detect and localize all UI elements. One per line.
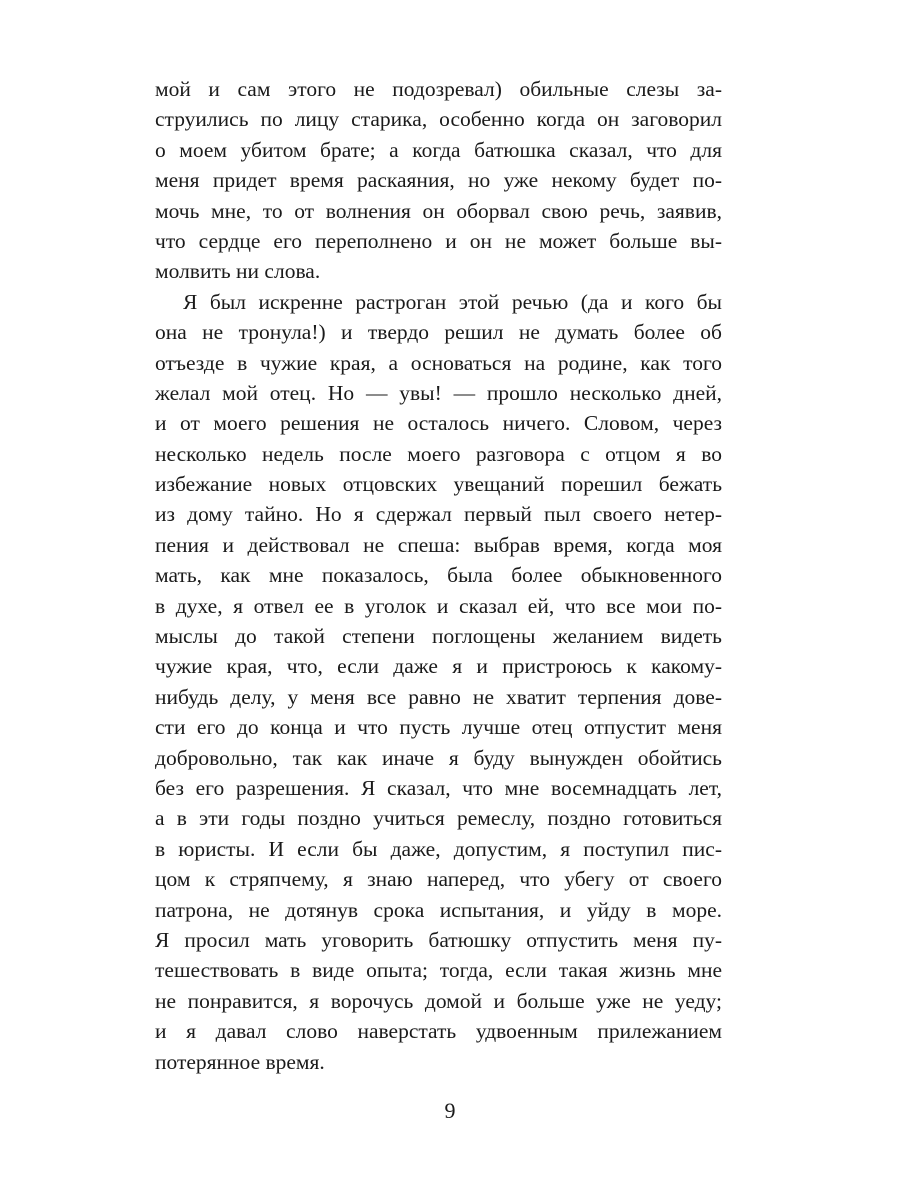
text-line: меня придет время раскаяния, но уже некому будет по-	[155, 168, 722, 193]
text-line: из дому тайно. Но я сдержал первый пыл своего нетер-	[155, 502, 722, 527]
text-line: патрона, не дотянув срока испытания, и уйду в море.	[155, 897, 722, 922]
text-line: несколько недель после моего разговора с отцом я во	[155, 441, 722, 466]
text-line: цом к стряпчему, я знаю наперед, что убегу от своего	[155, 867, 722, 892]
text-line: потерянное время.	[155, 1049, 325, 1074]
text-line: молвить ни слова.	[155, 259, 321, 284]
text-line: желал мой отец. Но — увы! — прошло несколько дней,	[155, 380, 722, 405]
text-line: отъезде в чужие края, а основаться на родине, как того	[155, 350, 722, 375]
text-line: и я давал слово наверстать удвоенным прилежанием	[155, 1019, 722, 1044]
text-line: пения и действовал не спеша: выбрав время, когда моя	[155, 532, 722, 557]
text-line: в юристы. И если бы даже, допустим, я поступил пис-	[155, 836, 722, 861]
paragraph	[155, 74, 722, 287]
text-line: струились по лицу старика, особенно когда он заговорил	[155, 107, 722, 132]
text-line: а в эти годы поздно учиться ремеслу, поздно готовиться	[155, 806, 722, 831]
text-line: добровольно, так как иначе я буду вынужден обойтись	[155, 745, 722, 770]
text-line: мой и сам этого не подозревал) обильные слезы за-	[155, 77, 722, 101]
text-line: что сердце его переполнено и он не может больше вы-	[155, 228, 722, 253]
page-body-text	[155, 74, 722, 1077]
text-line: избежание новых отцовских увещаний порешил бежать	[155, 472, 722, 497]
text-line: без его разрешения. Я сказал, что мне восемнадцать лет,	[155, 775, 722, 800]
text-line: Я просил мать уговорить батюшку отпустить меня пу-	[155, 927, 722, 952]
text-line: тешествовать в виде опыта; тогда, если такая жизнь мне	[155, 958, 722, 983]
text-line: нибудь делу, у меня все равно не хватит терпения дове-	[155, 684, 722, 709]
text-line: и от моего решения не осталось ничего. Словом, через	[155, 411, 722, 436]
text-line: мыслы до такой степени поглощены желанием видеть	[155, 624, 722, 649]
text-line: в духе, я отвел ее в уголок и сказал ей, что все мои по-	[155, 593, 722, 618]
text-line: мочь мне, то от волнения он оборвал свою речь, заявив,	[155, 198, 722, 223]
text-line: чужие края, что, если даже я и пристроюсь к какому-	[155, 654, 722, 679]
text-line: мать, как мне показалось, была более обыкновенного	[155, 563, 722, 588]
page-number: 9	[444, 1098, 456, 1123]
paragraph	[155, 287, 722, 1077]
text-line: Я был искренне растроган этой речью (да и кого бы	[183, 289, 722, 314]
text-line: не понравится, я ворочусь домой и больше уже не уеду;	[155, 988, 722, 1013]
text-line: о моем убитом брате; а когда батюшка сказал, что для	[155, 137, 722, 162]
text-line: она не тронула!) и твердо решил не думать более об	[155, 320, 722, 345]
text-line: сти его до конца и что пусть лучше отец отпустит меня	[155, 715, 722, 740]
